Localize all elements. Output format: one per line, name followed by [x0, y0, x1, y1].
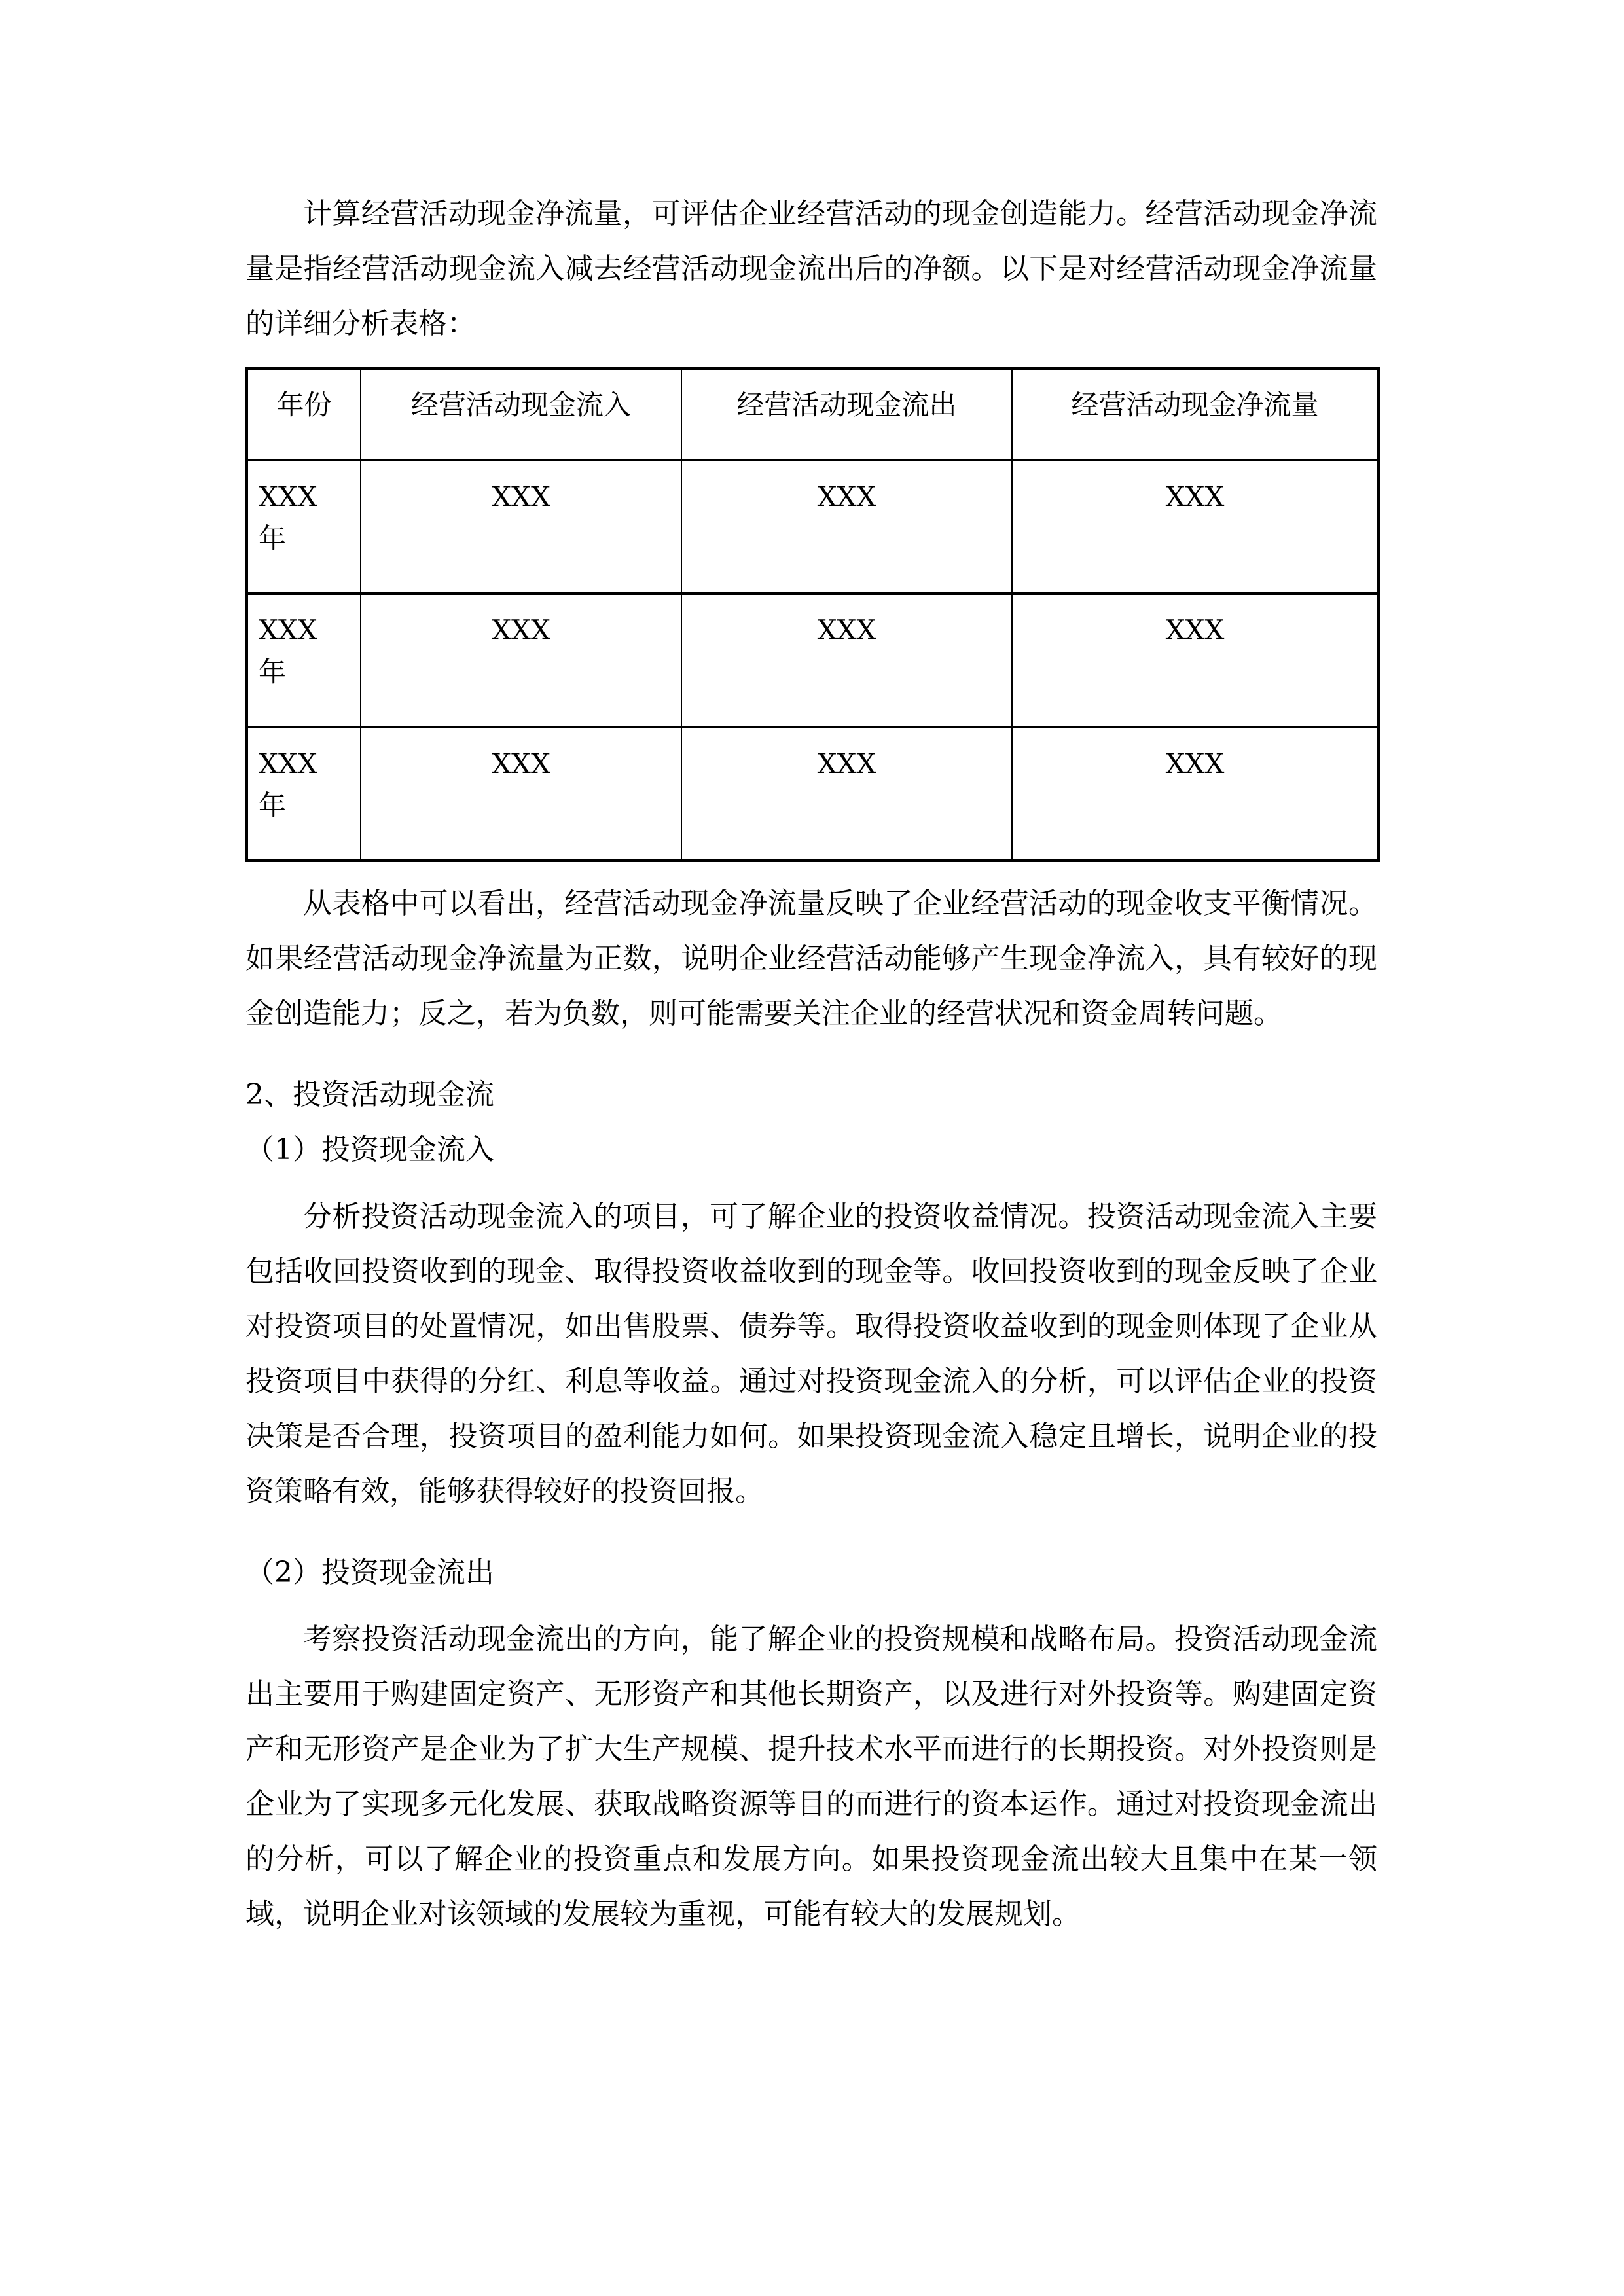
paragraph-investment-inflow: 分析投资活动现金流入的项目，可了解企业的投资收益情况。投资活动现金流入主要包括收回投资收到的现金、取得投资收益收到的现金等。收回投资收到的现金反映了企业对投资项目的处置情况，如出售股票、债券等。取得投资收益收到的现金则体现了企业从投资项目中获得的分红、利息等收益。通过对投资现金流入的分析，可以评估企业的投资决策是否合理，投资项目的盈利能力如何。如果投资现金流入稳定且增长，说明企业的投资策略有效，能够获得较好的投资回报。 — [245, 1200, 1377, 1508]
cell-year: XXX 年 — [247, 460, 361, 594]
table-header-row — [247, 368, 1379, 460]
spacer — [245, 1041, 1377, 1067]
cell-outflow: XXX — [681, 727, 1012, 861]
spacer — [245, 1600, 1377, 1612]
column-header-operating-cash-outflow: 经营活动现金流出 — [681, 368, 1012, 460]
cell-outflow: XXX — [681, 460, 1012, 594]
paragraph-intro: 计算经营活动现金净流量，可评估企业经营活动的现金创造能力。经营活动现金净流量是指经营活动现金流入减去经营活动现金流出后的净额。以下是对经营活动现金净流量的详细分析表格： — [245, 197, 1377, 340]
heading-section-2: 2、投资活动现金流 — [245, 1078, 494, 1111]
cash-flow-table — [245, 367, 1380, 862]
cell-net: XXX — [1012, 727, 1379, 861]
column-header-operating-cash-inflow: 经营活动现金流入 — [361, 368, 681, 460]
table-body — [247, 460, 1379, 861]
cell-net: XXX — [1012, 460, 1379, 594]
cell-inflow: XXX — [361, 460, 681, 594]
cell-outflow: XXX — [681, 594, 1012, 727]
heading-subsection-1: （1）投资现金流入 — [245, 1133, 494, 1166]
table-row — [247, 594, 1379, 727]
table-row — [247, 460, 1379, 594]
column-header-year: 年份 — [247, 368, 361, 460]
cell-inflow: XXX — [361, 594, 681, 727]
cell-year: XXX 年 — [247, 727, 361, 861]
table-header — [247, 368, 1379, 460]
table-row — [247, 727, 1379, 861]
column-header-operating-net-cash-flow: 经营活动现金净流量 — [1012, 368, 1379, 460]
paragraph-after-table: 从表格中可以看出，经营活动现金净流量反映了企业经营活动的现金收支平衡情况。如果经营活动现金净流量为正数，说明企业经营活动能够产生现金净流入，具有较好的现金创造能力；反之，若为负数，则可能需要关注企业的经营状况和资金周转问题。 — [245, 887, 1377, 1030]
document-body — [245, 187, 1377, 1942]
cell-inflow: XXX — [361, 727, 681, 861]
spacer — [245, 1177, 1377, 1189]
paragraph-investment-outflow: 考察投资活动现金流出的方向，能了解企业的投资规模和战略布局。投资活动现金流出主要用于购建固定资产、无形资产和其他长期资产，以及进行对外投资等。购建固定资产和无形资产是企业为了扩大生产规模、提升技术水平而进行的长期投资。对外投资则是企业为了实现多元化发展、获取战略资源等目的而进行的资本运作。通过对投资现金流出的分析，可以了解企业的投资重点和发展方向。如果投资现金流出较大且集中在某一领域，说明企业对该领域的发展较为重视，可能有较大的发展规划。 — [245, 1623, 1377, 1931]
cell-net: XXX — [1012, 594, 1379, 727]
heading-subsection-2: （2）投资现金流出 — [245, 1556, 494, 1589]
spacer — [245, 1519, 1377, 1545]
cell-year: XXX 年 — [247, 594, 361, 727]
